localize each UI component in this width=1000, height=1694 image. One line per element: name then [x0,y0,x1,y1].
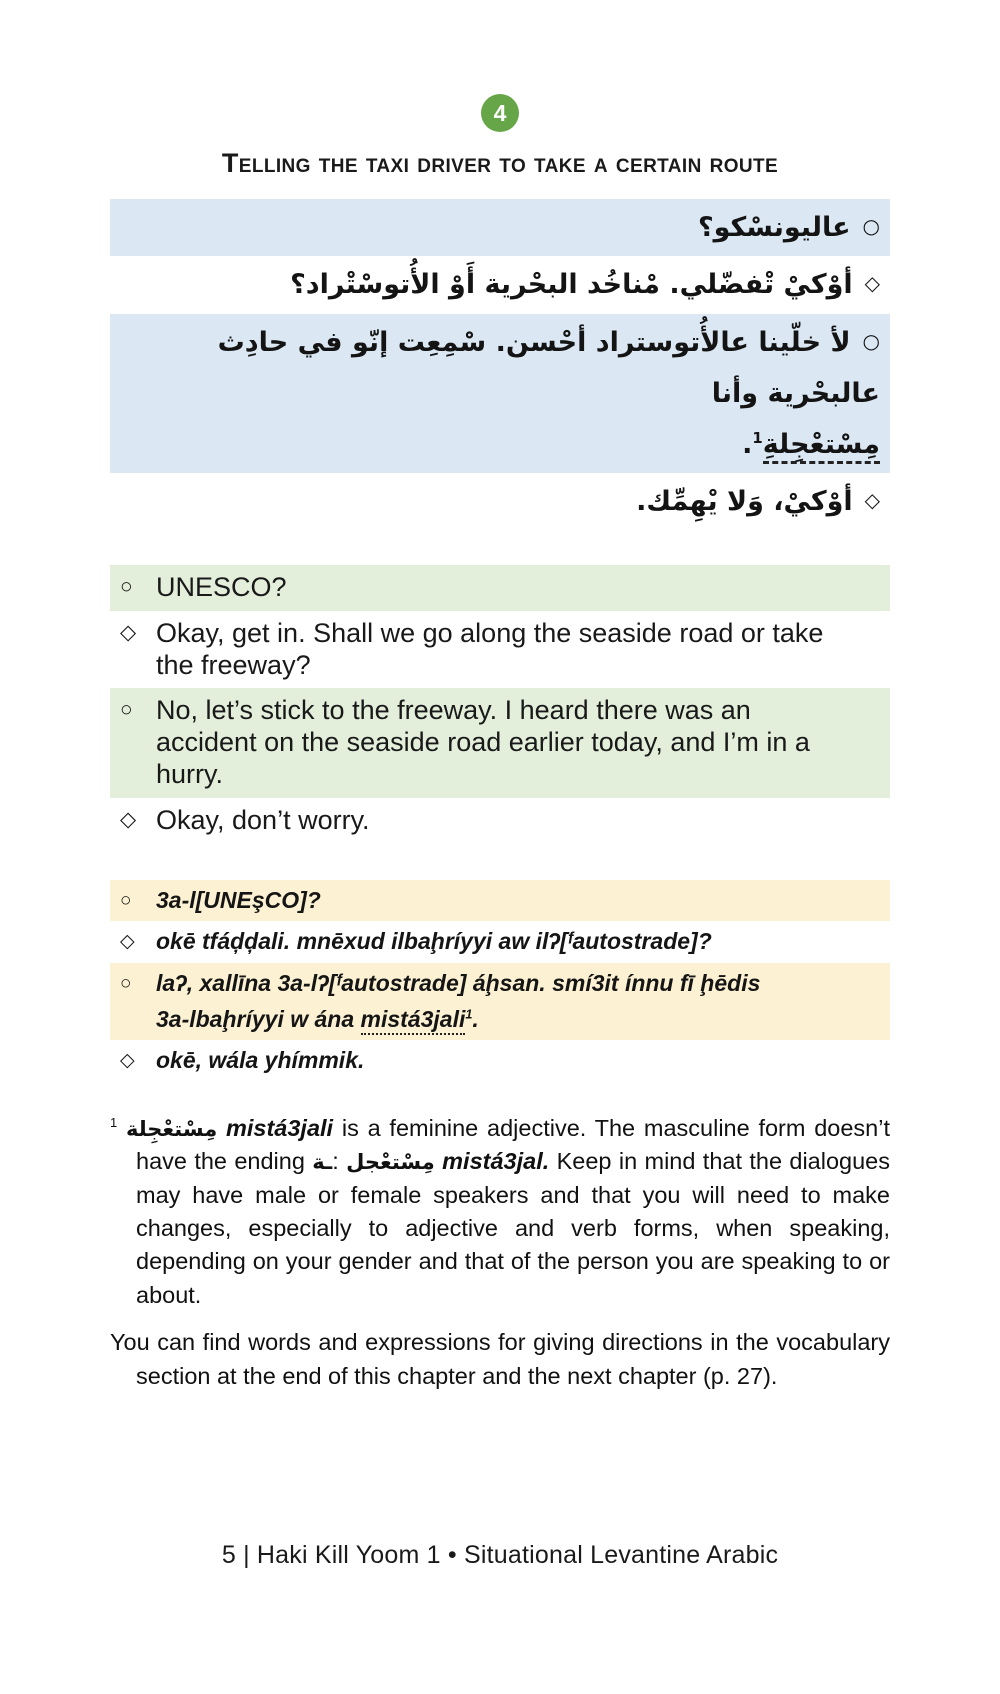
translit-text: 3a-l[UNEşCO]? [156,886,321,913]
arabic-line-1 [110,199,890,256]
circle-bullet: ○ [120,574,133,598]
dialogue-arabic [110,199,890,531]
english-text: No, let’s stick to the freeway. I heard there was an accident on the seaside road earlier today, and I’m in a hurry. [156,695,810,790]
lesson-number-badge [481,94,519,132]
circle-bullet: ○ [120,698,133,722]
english-line-3 [110,688,890,798]
note-paragraph: You can find words and expressions for giving directions in the vocabulary section at the end of this chapter and the next chapter (p. 27). [110,1329,890,1389]
translit-line-3 [110,963,890,1040]
translit-before-word: 3a-lbaḩríyyi w ána [156,1005,361,1032]
translit-line-2 [110,921,890,963]
footnote-reference: 1 [465,1007,473,1022]
page-title: Telling the taxi driver to take a certain route [221,148,779,178]
english-text: Okay, get in. Shall we go along the seaside road or take the freeway? [156,617,824,680]
arabic-ending: ـة [312,1150,333,1175]
footnote-marker: 1 [110,1115,118,1131]
translit-line-4 [110,1040,890,1082]
footnote [110,1112,890,1312]
translit-line-1 [110,880,890,922]
page-footer: 5 | Haki Kill Yoom 1 • Situational Levantine Arabic [221,1540,779,1569]
arabic-word-masculine: مِسْتعْجل [346,1150,435,1175]
arabic-text: أوْكيْ تْفضّلي. مْناخُد البحْرية أَوْ الأُتوسْتْراد؟ [290,269,853,301]
footnote-reference: 1 [752,429,763,448]
footnoted-word: مِسْتعْجِلةِ [763,429,880,464]
arabic-text: أوْكيْ، وَلا يْهِمِّك. [636,486,853,518]
english-text: Okay, don’t worry. [156,804,370,835]
english-text: UNESCO? [156,571,287,602]
colon: : [332,1148,347,1175]
diamond-bullet: ◇ [864,488,880,513]
translit-text [156,966,760,1037]
arabic-word-feminine: مِسْتعْجِلة [125,1117,218,1141]
footnoted-word: mistá3jali [361,1006,466,1035]
arabic-text-continuation [120,419,880,470]
circle-bullet: ○ [120,973,132,995]
circle-bullet: ○ [862,214,880,238]
arabic-text: عاليونسْكو؟ [697,212,851,243]
circle-bullet: ○ [120,889,132,911]
diamond-bullet: ◇ [120,1050,135,1072]
footnote-text-2: Keep in mind that the dialogues may have male or female speakers and that you will need to make changes, especially to adjective and verb forms, when speaking, depending on your gender and that of the person you are speaking to or about. [136,1148,890,1308]
arabic-text: لأ خلّينا عالأُتوستراد أحْسن. سْمِعِت إنّو في حادِث عالبحْرية وأنا [217,326,880,409]
english-line-4 [110,798,890,844]
dialogue-transliteration [110,880,890,1082]
translit-text-continuation [156,1002,760,1038]
translit-word-feminine: mistá3jali [217,1115,334,1141]
english-line-1 [110,565,890,611]
english-line-2 [110,611,890,689]
diamond-bullet: ◇ [120,807,137,831]
sentence-period: . [742,429,753,461]
dialogue-english [110,565,890,844]
lesson-number: 4 [493,99,507,126]
arabic-line-2 [110,256,890,313]
page-content [110,94,890,1570]
sentence-period: . [472,1005,479,1032]
diamond-bullet: ◇ [120,931,135,953]
translit-text: okē tfáḑḑali. mnēxud ilbaḩríyyi aw ilʔ[ᶠautostrade]? [156,928,712,955]
circle-bullet: ○ [862,328,880,353]
translit-text-line1: laʔ, xallīna 3a-lʔ[ᶠautostrade] áḩsan. smí3it ínnu fī ḩēdis [156,970,761,997]
arabic-line-4 [110,473,890,530]
diamond-bullet: ◇ [864,271,880,296]
translit-word-masculine: mistá3jal. [434,1148,550,1175]
footnote-text-1: is a feminine adjective. The masculine form doesn’t have the ending [136,1115,890,1175]
diamond-bullet: ◇ [120,620,137,644]
translit-text: okē, wála yhímmik. [156,1047,365,1074]
arabic-line-3 [110,314,890,474]
